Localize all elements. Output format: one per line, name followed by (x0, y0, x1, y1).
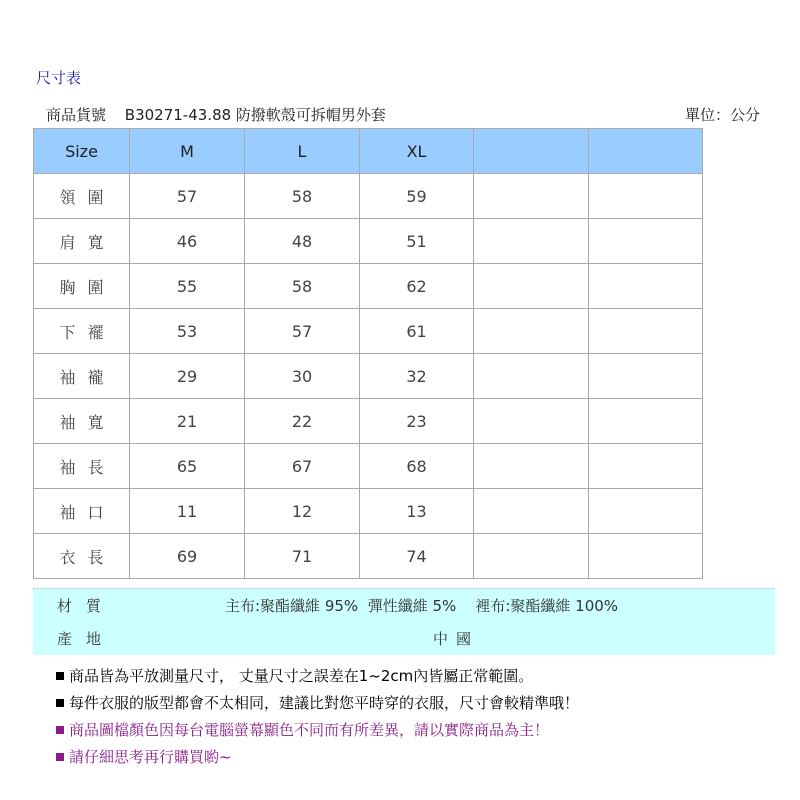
header-empty-1 (474, 129, 589, 174)
row-name: 袖口 (34, 489, 130, 534)
origin-row (33, 622, 775, 655)
cell-xl: 68 (360, 444, 474, 489)
size-table (33, 128, 703, 579)
product-line (46, 104, 386, 125)
table-row (34, 354, 703, 399)
cell-empty (589, 174, 703, 219)
bullet-square-icon (56, 699, 64, 707)
cell-m: 55 (130, 264, 245, 309)
row-name: 胸圍 (34, 264, 130, 309)
fabric-label: 材質 (57, 597, 116, 615)
cell-l: 57 (245, 309, 360, 354)
header-l: L (245, 129, 360, 174)
cell-empty (589, 264, 703, 309)
header-empty-2 (589, 129, 703, 174)
notes-list (56, 666, 579, 774)
cell-empty (589, 309, 703, 354)
cell-xl: 23 (360, 399, 474, 444)
table-row (34, 489, 703, 534)
cell-xl: 61 (360, 309, 474, 354)
fabric-row (33, 589, 775, 622)
row-name: 下襬 (34, 309, 130, 354)
cell-m: 53 (130, 309, 245, 354)
cell-m: 65 (130, 444, 245, 489)
bullet-square-icon (56, 726, 64, 734)
table-row (34, 534, 703, 579)
cell-l: 30 (245, 354, 360, 399)
cell-empty (474, 264, 589, 309)
cell-empty (589, 444, 703, 489)
origin-value: 中國 (433, 630, 480, 648)
cell-xl: 74 (360, 534, 474, 579)
row-name: 領圍 (34, 174, 130, 219)
row-name: 袖寬 (34, 399, 130, 444)
table-row (34, 309, 703, 354)
note-item (56, 720, 579, 747)
material-box (33, 588, 775, 655)
unit-label: 單位：公分 (685, 106, 761, 124)
cell-l: 58 (245, 264, 360, 309)
cell-m: 11 (130, 489, 245, 534)
table-row (34, 264, 703, 309)
cell-empty (474, 399, 589, 444)
note-text: 請仔細思考再行購買喲~ (69, 748, 232, 766)
bullet-square-icon (56, 672, 64, 680)
note-text: 商品圖檔顏色因每台電腦螢幕顯色不同而有所差異，請以實際商品為主！ (69, 721, 550, 739)
cell-m: 29 (130, 354, 245, 399)
note-item (56, 666, 579, 693)
row-name: 肩寬 (34, 219, 130, 264)
note-item (56, 747, 579, 774)
cell-l: 71 (245, 534, 360, 579)
product-code-label: 商品貨號 (46, 106, 107, 124)
cell-l: 58 (245, 174, 360, 219)
product-code-value: B30271-43.88 防撥軟殼可拆帽男外套 (124, 106, 386, 124)
header-xl: XL (360, 129, 474, 174)
size-header-row (34, 129, 703, 174)
cell-xl: 51 (360, 219, 474, 264)
cell-xl: 62 (360, 264, 474, 309)
cell-m: 57 (130, 174, 245, 219)
origin-label: 產地 (57, 630, 116, 648)
cell-empty (589, 219, 703, 264)
row-name: 袖長 (34, 444, 130, 489)
table-row (34, 174, 703, 219)
cell-empty (474, 309, 589, 354)
table-row (34, 444, 703, 489)
table-row (34, 219, 703, 264)
note-text: 商品皆為平放測量尺寸， 丈量尺寸之誤差在1~2cm內皆屬正常範圍。 (69, 667, 534, 685)
cell-xl: 13 (360, 489, 474, 534)
note-item (56, 693, 579, 720)
cell-xl: 59 (360, 174, 474, 219)
cell-empty (474, 534, 589, 579)
cell-empty (589, 399, 703, 444)
cell-empty (474, 174, 589, 219)
bullet-square-icon (56, 753, 64, 761)
header-m: M (130, 129, 245, 174)
cell-l: 12 (245, 489, 360, 534)
cell-l: 48 (245, 219, 360, 264)
cell-empty (589, 534, 703, 579)
table-row (34, 399, 703, 444)
cell-l: 67 (245, 444, 360, 489)
cell-empty (589, 354, 703, 399)
cell-empty (474, 354, 589, 399)
row-name: 衣長 (34, 534, 130, 579)
cell-m: 21 (130, 399, 245, 444)
header-size: Size (34, 129, 130, 174)
cell-empty (474, 444, 589, 489)
cell-m: 69 (130, 534, 245, 579)
cell-m: 46 (130, 219, 245, 264)
cell-empty (474, 219, 589, 264)
page-title: 尺寸表 (36, 69, 82, 87)
cell-empty (589, 489, 703, 534)
cell-empty (474, 489, 589, 534)
cell-xl: 32 (360, 354, 474, 399)
note-text: 每件衣服的版型都會不太相同，建議比對您平時穿的衣服，尺寸會較精準哦！ (69, 694, 580, 712)
fabric-value: 主布:聚酯纖維 95% 彈性纖維 5% 裡布:聚酯纖維 100% (225, 597, 619, 615)
row-name: 袖襱 (34, 354, 130, 399)
cell-l: 22 (245, 399, 360, 444)
